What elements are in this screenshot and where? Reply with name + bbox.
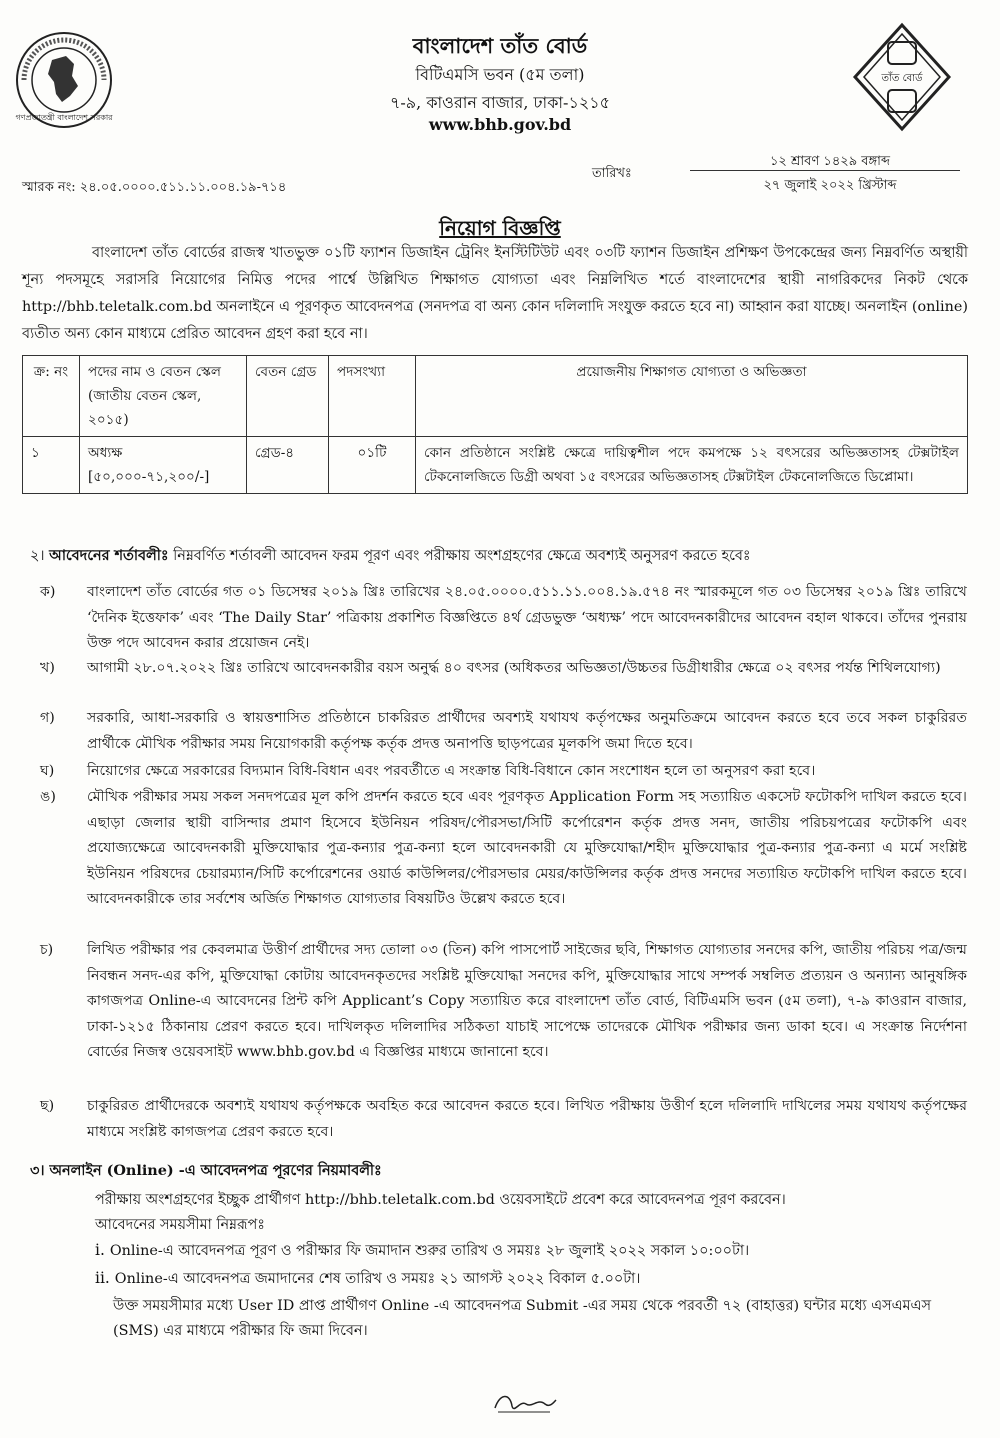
condition-label: চ) [40, 942, 54, 958]
pay-scale: [৫০,০০০-৭১,২০০/-] [88, 469, 210, 485]
org-address: ৭-৯, কাওরান বাজার, ঢাকা-১২১৫ [389, 93, 610, 112]
condition-text: বাংলাদেশ তাঁত বোর্ডের গত ০১ ডিসেম্বর ২০১৯ খ্রিঃ তারিখের ২৪.০৫.০০০০.৫১১.১১.০০৪.১৯.৫৭৪ নং স্মারকমূলে গত ০৩ ডিসেম্বর ২০১৯ খ্রিঃ তারিখে ‘দৈনিক ইত্তেফাক’ এবং ‘The Daily Star’ পত্রিকায় প্রকাশিত বিজ্ঞপ্তিতে ৪র্থ গ্রেডভুক্ত ‘অধ্যক্ষ’ পদে আবেদনকারীদের আবেদন বহাল থাকবে। তাঁদের পুনরায় উক্ত পদে আবেদন করার প্রয়োজন নেই। [87, 584, 967, 651]
row-grade: গ্রেড-৪ [247, 437, 329, 494]
section-3-heading [30, 1160, 382, 1184]
notice-title: নিয়োগ বিজ্ঞপ্তি [439, 216, 561, 240]
condition-text: মৌখিক পরীক্ষার সময় সকল সনদপত্রের মূল কপি প্রদর্শন করতে হবে এবং পূরণকৃত Application Form সহ সত্যায়িত একসেট ফটোকপি দাখিল করতে হবে। এছাড়া জেলার স্থায়ী বাসিন্দার প্রমাণ হিসেবে ইউনিয়ন পরিষদ/পৌরসভা/সিটি কর্পোরেশন কর্তৃক প্রদত্ত সনদ, জাতীয় পরিচয়পত্রের ফটোকপি এবং প্রযোজ্যক্ষেত্রে আবেদনকারী মুক্তিযোদ্ধার পুত্র-কন্যার পুত্র-কন্যা হলে আবেদনকারী যে মুক্তিযোদ্ধা/শহীদ মুক্তিযোদ্ধার পুত্র-কন্যার পুত্র-কন্যা এ মর্মে সংশ্লিষ্ট ইউনিয়ন পরিষদের চেয়ারম্যান/সিটি কর্পোরেশনের ওয়ার্ড কাউন্সিলর/পৌরসভার মেয়র/কাউন্সিলর কর্তৃক প্রদত্ত সনদের সত্যায়িত ফটোকপি দাখিল করতে হবে। আবেদনকারীকে তার সর্বশেষ অর্জিত শিক্ষাগত যোগ্যতার বিষয়টিও উল্লেখ করতে হবে। [87, 789, 967, 907]
condition-label: ঘ) [40, 763, 55, 779]
row-qualification: কোন প্রতিষ্ঠানে সংশ্লিষ্ট ক্ষেত্রে দায়িত্বশীল পদে কমপক্ষে ১২ বৎসরের অভিজ্ঞতাসহ টেক্সটাইল টেকনোলজিতে ডিগ্রী অথবা ১৫ বৎসরের অভিজ্ঞতাসহ টেক্সটাইল টেকনোলজিতে ডিপ্লোমা। [416, 437, 968, 494]
memo-reference: স্মারক নং: ২৪.০৫.০০০০.৫১১.১১.০০৪.১৯-৭১৪ [22, 180, 287, 195]
table-header-row [23, 356, 968, 437]
signature-icon [490, 1388, 560, 1418]
logo-text: তাঁত বোর্ড [881, 73, 923, 84]
section-2-lead: নিম্নবর্ণিত শর্তাবলী আবেদন ফরম পূরণ এবং পরীক্ষায় অংশগ্রহণের ক্ষেত্রে অবশ্যই অনুসরণ করতে হবেঃ [173, 548, 751, 564]
deadline-item [95, 1268, 640, 1292]
date-english: ২৭ জুলাই ২০২২ খ্রিস্টাব্দ [763, 178, 897, 193]
row-count: ০১টি [329, 437, 416, 494]
section-2-number: ২। [30, 548, 45, 564]
section-2-title: আবেদনের শর্তাবলীঃ [49, 547, 169, 564]
section-3-number: ৩। [30, 1162, 45, 1179]
section-2-heading [30, 545, 970, 569]
deadline-label: ii. [95, 1269, 110, 1287]
col-post: পদের নাম ও বেতন স্কেল (জাতীয় বেতন স্কেল, ২০১৫) [80, 356, 247, 437]
condition-label: খ) [40, 660, 55, 676]
vacancy-table [22, 355, 968, 494]
row-post [80, 437, 247, 494]
notice-intro: বাংলাদেশ তাঁত বোর্ডের রাজস্ব খাতভুক্ত ০১টি ফ্যাশন ডিজাইন ট্রেনিং ইনস্টিটিউট এবং ০৩টি ফ্যাশন ডিজাইন প্রশিক্ষণ উপকেন্দ্রের জন্য নিম্নবর্ণিত অস্থায়ী শূন্য পদসমূহে সরাসরি নিয়োগের নিমিত্ত পদের পার্শ্বে উল্লিখিত শিক্ষাগত যোগ্যতা এবং নিম্নলিখিত শর্তে বাংলাদেশের স্থায়ী নাগরিকদের নিকট থেকে http://bhb.teletalk.com.bd অনলাইনে এ পূরণকৃত আবেদনপত্র (সনদপত্র বা অন্য কোন দলিলাদি সংযুক্ত করতে হবে না) আহ্বান করা যাচ্ছে। অনলাইন (online) ব্যতীত অন্য কোন মাধ্যমে প্রেরিত আবেদন গ্রহণ করা হবে না। [22, 245, 968, 342]
post-name: অধ্যক্ষ [88, 445, 123, 461]
fee-instruction: উক্ত সময়সীমার মধ্যে User ID প্রাপ্ত প্রার্থীগণ Online -এ আবেদনপত্র Submit -এর সময় থেকে পরবর্তী ৭২ (বাহাত্তর) ঘন্টার মধ্যে এসএমএস (SMS) এর মাধ্যমে পরীক্ষার ফি জমা দিবেন। [113, 1298, 931, 1339]
deadline-label: i. [95, 1241, 105, 1259]
deadline-text: Online-এ আবেদনপত্র জমাদানের শেষ তারিখ ও সময়ঃ ২১ আগস্ট ২০২২ বিকাল ৫.০০টা। [114, 1271, 641, 1287]
condition-text: চাকুরিরত প্রার্থীদেরকে অবশ্যই যথাযথ কর্তৃপক্ষকে অবহিত করে আবেদন করতে হবে। লিখিত পরীক্ষায় উত্তীর্ণ হলে দলিলাদি দাখিলের সময় যথাযথ কর্তৃপক্ষের মাধ্যমে সংশ্লিষ্ট কাগজপত্র প্রেরণ করতে হবে। [87, 1098, 967, 1140]
date-bangla: ১২ শ্রাবণ ১৪২৯ বঙ্গাব্দ [769, 154, 891, 169]
col-serial: ক্র: নং [23, 356, 80, 437]
section-3-title: অনলাইন (Online) -এ আবেদনপত্র পূরণের নিয়মাবলীঃ [49, 1162, 382, 1179]
date-label: তারিখঃ [592, 166, 632, 181]
condition-text: আগামী ২৮.০৭.২০২২ খ্রিঃ তারিখে আবেদনকারীর বয়স অনুর্দ্ধ ৪০ বৎসর (অধিকতর অভিজ্ঞতা/উচ্চতর ডিগ্রীধারীর ক্ষেত্রে ০২ বৎসর পর্যন্ত শিথিলযোগ্য) [87, 660, 941, 676]
col-count: পদসংখ্যা [329, 356, 416, 437]
condition-label: গ) [40, 710, 55, 726]
condition-text: সরকারি, আধা-সরকারি ও স্বায়ত্তশাসিত প্রতিষ্ঠানে চাকরিরত প্রার্থীদের অবশ্যই যথাযথ কর্তৃপক্ষের অনুমতিক্রমে আবেদন করতে হবে তবে সকল চাকুরিরত প্রার্থীকে মৌখিক পরীক্ষার সময় নিয়োগকারী কর্তৃপক্ষ কর্তৃক প্রদত্ত অনাপত্তি ছাড়পত্রের মূলকপি জমা দিতে হবে। [87, 710, 967, 752]
deadline-item [95, 1240, 749, 1264]
condition-text: লিখিত পরীক্ষার পর কেবলমাত্র উত্তীর্ণ প্রার্থীদের সদ্য তোলা ০৩ (তিন) কপি পাসপোর্ট সাইজের ছবি, শিক্ষাগত যোগ্যতার সনদের কপি, জাতীয় পরিচয় পত্র/জন্ম নিবন্ধন সনদ-এর কপি, মুক্তিযোদ্ধা কোটায় আবেদনকৃতদের সংশ্লিষ্ট মুক্তিযোদ্ধা সনদের কপি, মুক্তিযোদ্ধার সাথে সম্পর্ক সম্বলিত প্রত্যয়ন ও অন্যান্য আনুষঙ্গিক কাগজপত্র Online-এ আবেদনের প্রিন্ট কপি Applicant’s Copy সত্যায়িত করে বাংলাদেশ তাঁত বোর্ড, বিটিএমসি ভবন (৫ম তলা), ৭-৯ কাওরান বাজার, ঢাকা-১২১৫ ঠিকানায় প্রেরণ করতে হবে। দাখিলকৃত দলিলাদির সঠিকতা যাচাই সাপেক্ষে তাদেরকে মৌখিক পরীক্ষার জন্য ডাকা হবে। এ সংক্রান্ত নির্দেশনা বোর্ডের নিজস্ব ওয়েবসাইট www.bhb.gov.bd এ বিজ্ঞপ্তির মাধ্যমে জানানো হবে। [87, 942, 967, 1060]
condition-label: ছ) [40, 1098, 55, 1114]
condition-label: ক) [40, 584, 56, 600]
seal-text: গণপ্রজাতন্ত্রী বাংলাদেশ সরকার [15, 113, 113, 122]
org-name: বাংলাদেশ তাঁত বোর্ড [412, 33, 588, 58]
website-link[interactable]: www.bhb.gov.bd [428, 115, 572, 134]
deadline-text: Online-এ আবেদনপত্র পূরণ ও পরীক্ষার ফি জমাদান শুরুর তারিখ ও সময়ঃ ২৮ জুলাই ২০২২ সকাল ১০:০০টা। [109, 1243, 750, 1259]
online-line-1: পরীক্ষায় অংশগ্রহণের ইচ্ছুক প্রার্থীগণ http://bhb.teletalk.com.bd ওয়েবসাইটে প্রবেশ করে আবেদনপত্র পূরণ করবেন। [95, 1192, 786, 1208]
col-qualification: প্রয়োজনীয় শিক্ষাগত যোগ্যতা ও অভিজ্ঞতা [416, 356, 968, 437]
row-serial: ১ [23, 437, 80, 494]
date-divider [690, 170, 960, 171]
col-grade: বেতন গ্রেড [247, 356, 329, 437]
condition-text: নিয়োগের ক্ষেত্রে সরকারের বিদ্যমান বিধি-বিধান এবং পরবর্তীতে এ সংক্রান্ত বিধি-বিধানে কোন সংশোধন হলে তা অনুসরণ করা হবে। [87, 763, 816, 779]
condition-label: ঙ) [40, 789, 56, 805]
online-instructions [95, 1188, 975, 1238]
online-line-2: আবেদনের সময়সীমা নিম্নরূপঃ [95, 1217, 265, 1233]
building-name: বিটিএমসি ভবন (৫ম তলা) [415, 65, 585, 84]
table-row [23, 437, 968, 494]
